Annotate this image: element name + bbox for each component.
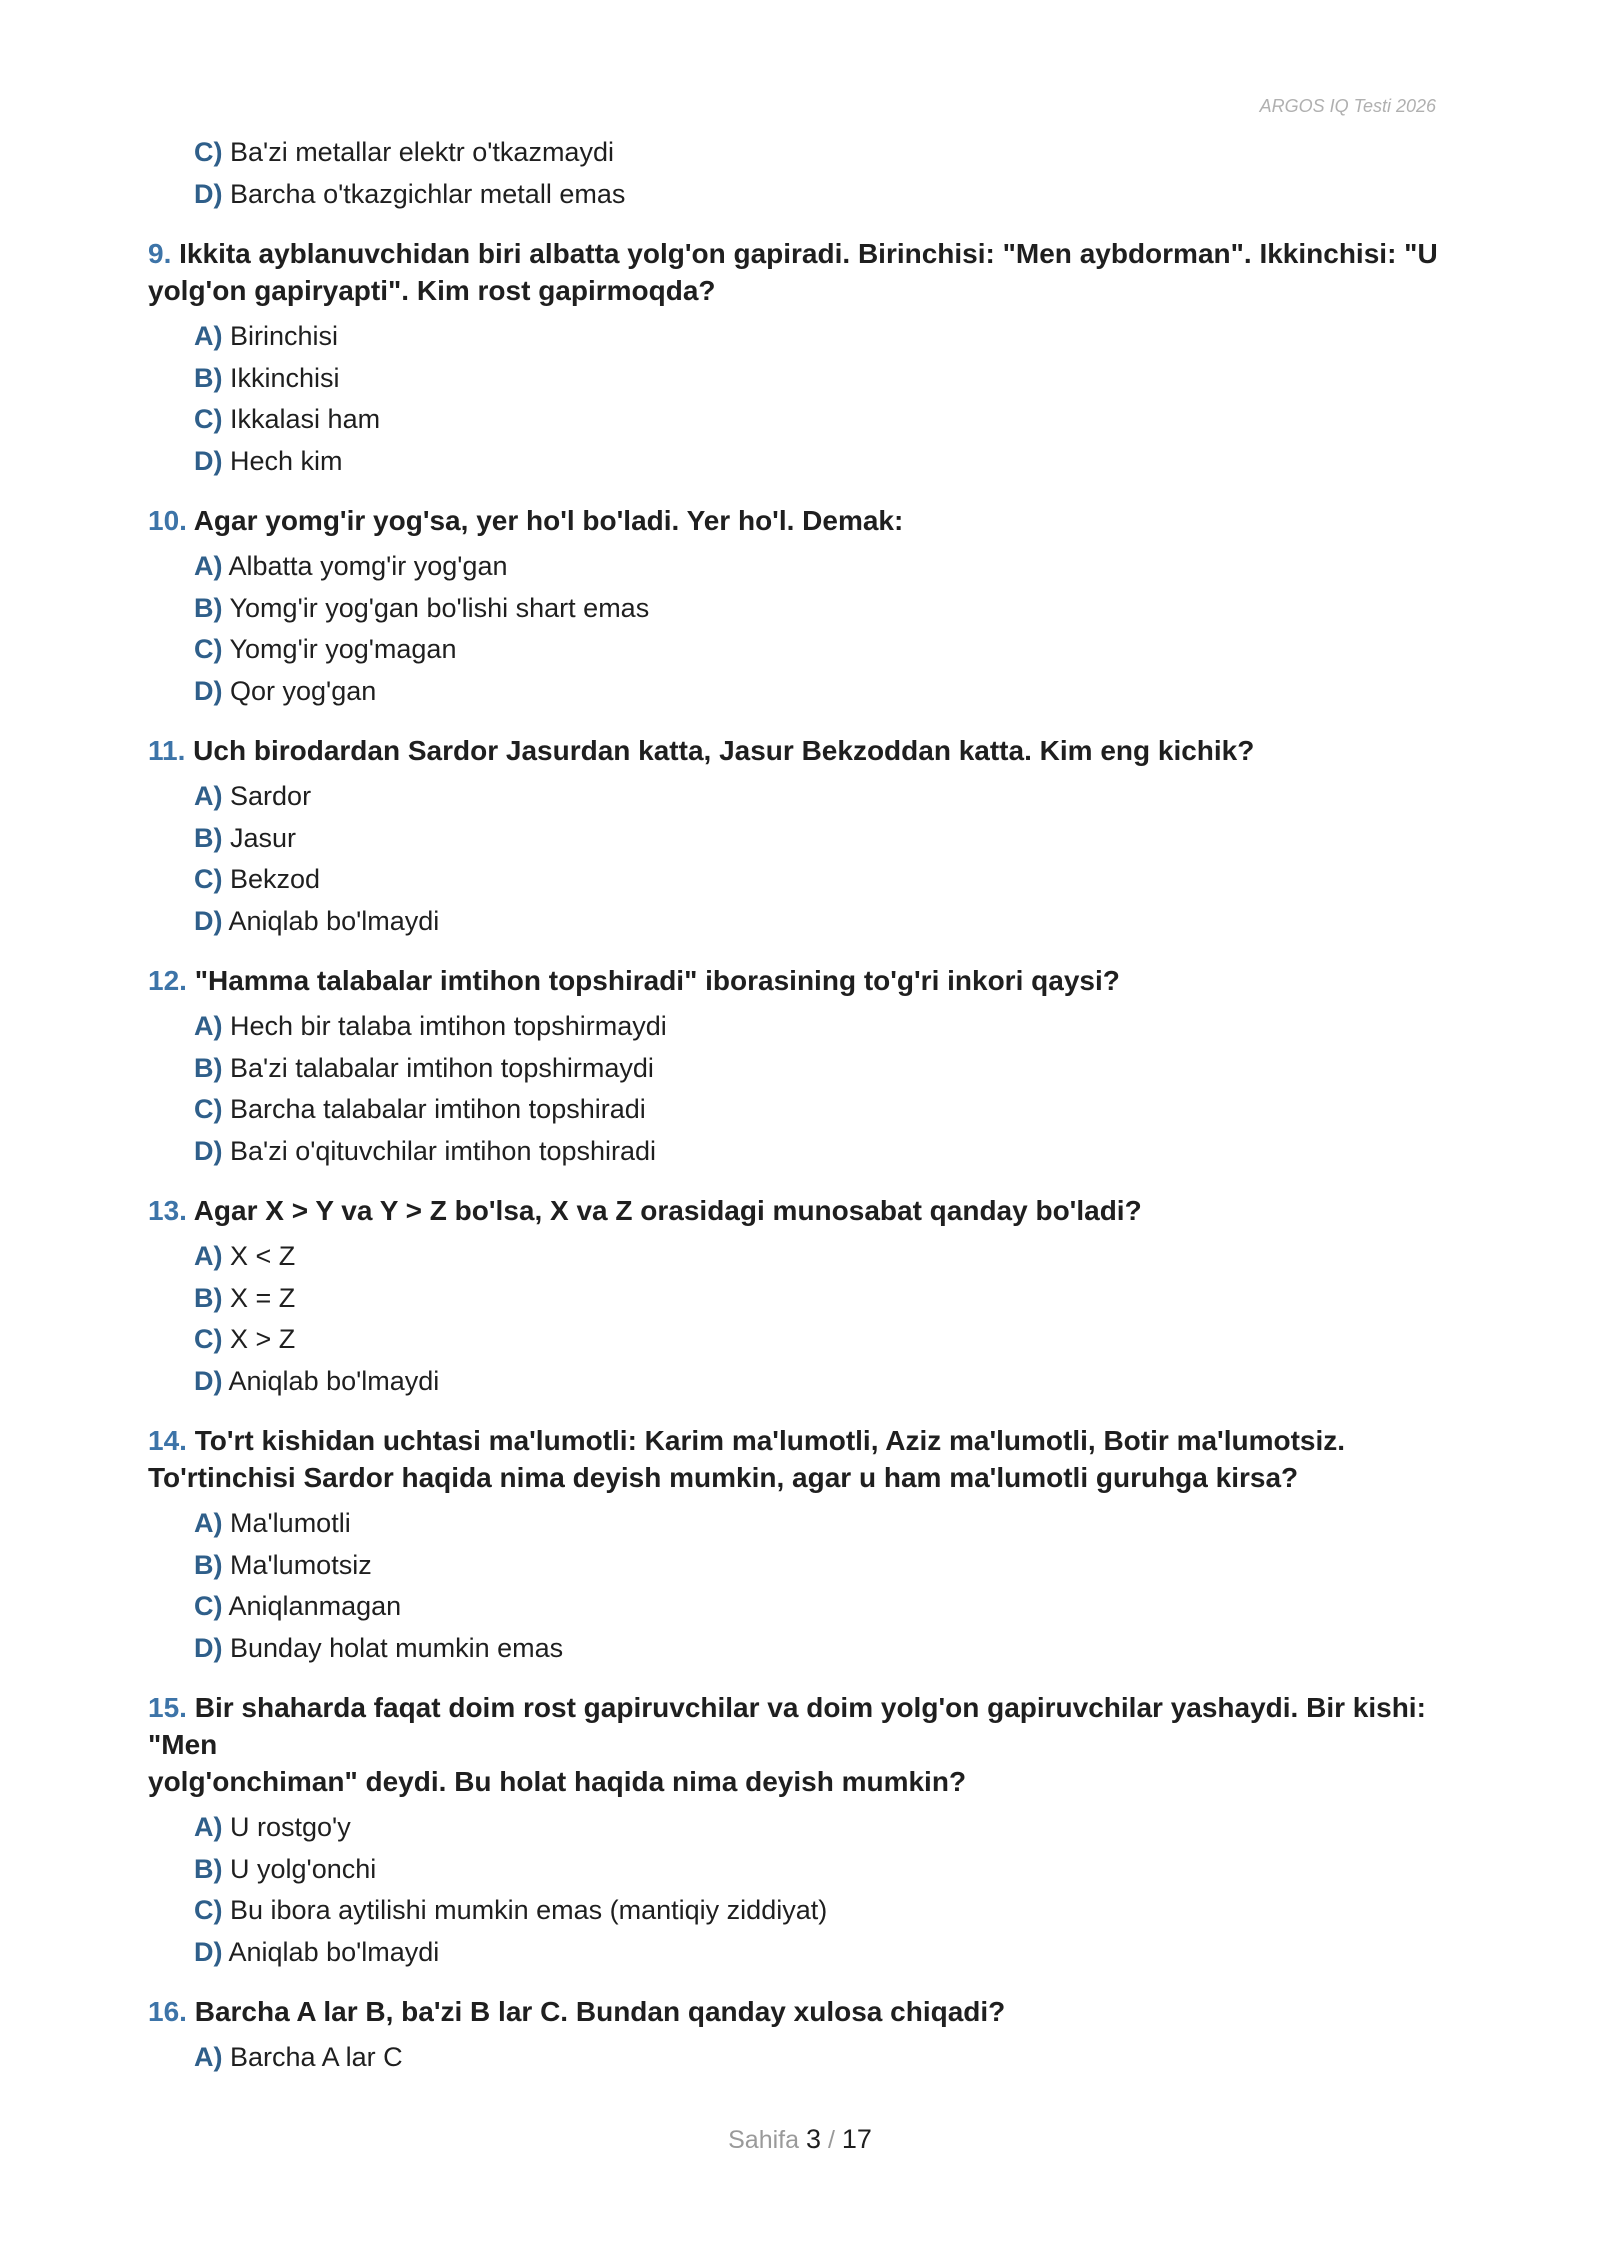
- question-text: [148, 502, 1448, 539]
- answer-option: [194, 671, 1448, 713]
- question-block: [148, 235, 1448, 482]
- question-text: [148, 1689, 1448, 1800]
- answer-option: [194, 588, 1448, 630]
- option-letter: D): [194, 178, 223, 209]
- test-content: [148, 132, 1448, 2087]
- answer-option: [194, 2037, 1448, 2079]
- answer-option: [194, 174, 1448, 216]
- answer-option: [194, 1586, 1448, 1628]
- question-number: 10.: [148, 505, 187, 536]
- option-letter: C): [194, 137, 223, 167]
- question-block: [148, 1689, 1448, 1973]
- carryover-options: [194, 132, 1448, 215]
- option-letter: D): [194, 1936, 223, 1967]
- question-number: 16.: [148, 1996, 187, 2027]
- option-letter: A): [194, 1812, 223, 1842]
- answer-options: [194, 776, 1448, 942]
- question-line-1: "Hamma talabalar imtihon topshiradi" iborasining to'g'ri inkori qaysi?: [194, 965, 1120, 996]
- option-text: X = Z: [230, 1282, 296, 1313]
- current-page-number: 3: [805, 2124, 821, 2154]
- question-number: 12.: [148, 965, 187, 996]
- option-letter: C): [194, 864, 223, 894]
- answer-options: [194, 546, 1448, 712]
- answer-option: [194, 1545, 1448, 1587]
- option-letter: B): [194, 1052, 223, 1083]
- question-number: 15.: [148, 1692, 187, 1723]
- option-text: Bekzod: [230, 864, 321, 894]
- answer-options: [194, 2037, 1448, 2079]
- option-letter: D): [194, 1135, 223, 1166]
- option-text: Ikkalasi ham: [230, 404, 381, 434]
- question-number: 14.: [148, 1425, 187, 1456]
- answer-option: [194, 1807, 1448, 1849]
- question-line-2: yolg'onchiman" deydi. Bu holat haqida nima deyish mumkin?: [148, 1766, 967, 1797]
- question-block: [148, 1422, 1448, 1669]
- answer-option: [194, 776, 1448, 818]
- answer-option: [194, 1628, 1448, 1670]
- option-text: Jasur: [230, 822, 297, 853]
- option-text: Sardor: [230, 781, 312, 811]
- page-separator: /: [827, 2126, 835, 2154]
- answer-options: [194, 1236, 1448, 1402]
- option-letter: A): [194, 321, 223, 351]
- option-text: Hech kim: [230, 445, 343, 476]
- option-text: Ba'zi o'qituvchilar imtihon topshiradi: [230, 1135, 657, 1166]
- answer-option: [194, 1849, 1448, 1891]
- answer-options: [194, 1006, 1448, 1172]
- option-text: Ma'lumotli: [230, 1508, 351, 1538]
- answer-option: [194, 629, 1448, 671]
- question-number: 13.: [148, 1195, 187, 1226]
- answer-option: [194, 132, 1448, 174]
- option-letter: A): [194, 551, 223, 581]
- answer-options: [194, 1503, 1448, 1669]
- answer-option: [194, 1890, 1448, 1932]
- option-letter: C): [194, 634, 223, 664]
- question-text: [148, 1192, 1448, 1229]
- option-letter: B): [194, 362, 223, 393]
- option-letter: C): [194, 1591, 223, 1621]
- option-text: Barcha o'tkazgichlar metall emas: [230, 178, 626, 209]
- question-list: [148, 235, 1448, 2079]
- option-text: Aniqlab bo'lmaydi: [228, 1365, 440, 1396]
- option-text: Ba'zi talabalar imtihon topshirmaydi: [230, 1052, 654, 1083]
- question-line-1: To'rt kishidan uchtasi ma'lumotli: Karim ma'lumotli, Aziz ma'lumotli, Botir ma'lumotsiz.: [194, 1425, 1346, 1456]
- answer-option: [194, 1089, 1448, 1131]
- option-letter: D): [194, 1632, 223, 1663]
- answer-option: [194, 901, 1448, 943]
- option-text: Albatta yomg'ir yog'gan: [228, 551, 508, 581]
- option-text: Hech bir talaba imtihon topshirmaydi: [230, 1011, 667, 1041]
- question-number: 11.: [148, 735, 186, 766]
- answer-options: [194, 1807, 1448, 1973]
- option-text: U rostgo'y: [230, 1812, 351, 1842]
- answer-option: [194, 1932, 1448, 1974]
- option-letter: C): [194, 1895, 223, 1925]
- question-text: [148, 962, 1448, 999]
- total-pages: 17: [841, 2124, 872, 2154]
- answer-option: [194, 1361, 1448, 1403]
- option-letter: C): [194, 1094, 223, 1124]
- option-letter: C): [194, 1324, 223, 1354]
- question-line-1: Ikkita ayblanuvchidan biri albatta yolg'on gapiradi. Birinchisi: "Men aybdorman". Ikkinchisi: "U: [179, 238, 1438, 269]
- answer-option: [194, 546, 1448, 588]
- answer-option: [194, 1278, 1448, 1320]
- option-text: Birinchisi: [230, 321, 339, 351]
- answer-option: [194, 1131, 1448, 1173]
- option-letter: B): [194, 592, 223, 623]
- answer-option: [194, 316, 1448, 358]
- option-letter: D): [194, 905, 223, 936]
- question-block: [148, 1993, 1448, 2079]
- page-header: ARGOS IQ Testi 2026: [1259, 96, 1436, 116]
- option-letter: D): [194, 1365, 223, 1396]
- question-text: [148, 235, 1448, 309]
- answer-option: [194, 859, 1448, 901]
- question-block: [148, 502, 1448, 712]
- question-line-1: Barcha A lar B, ba'zi B lar C. Bundan qanday xulosa chiqadi?: [194, 1996, 1006, 2027]
- option-text: Ikkinchisi: [230, 362, 340, 393]
- answer-option: [194, 1006, 1448, 1048]
- option-text: Bu ibora aytilishi mumkin emas (mantiqiy ziddiyat): [230, 1895, 828, 1925]
- question-text: [148, 1993, 1448, 2030]
- question-number: 9.: [148, 238, 172, 269]
- option-text: Aniqlanmagan: [228, 1591, 402, 1621]
- option-text: Aniqlab bo'lmaydi: [228, 905, 440, 936]
- answer-options: [194, 316, 1448, 482]
- option-text: Ba'zi metallar elektr o'tkazmaydi: [230, 137, 614, 167]
- answer-option: [194, 1048, 1448, 1090]
- question-block: [148, 1192, 1448, 1402]
- option-letter: A): [194, 2042, 223, 2072]
- question-line-1: Uch birodardan Sardor Jasurdan katta, Jasur Bekzoddan katta. Kim eng kichik?: [193, 735, 1255, 766]
- answer-option: [194, 441, 1448, 483]
- option-text: Yomg'ir yog'gan bo'lishi shart emas: [229, 592, 650, 623]
- option-letter: A): [194, 1011, 223, 1041]
- option-text: U yolg'onchi: [230, 1853, 377, 1884]
- question-line-1: Bir shaharda faqat doim rost gapiruvchilar va doim yolg'on gapiruvchilar yashaydi. Bir kishi: "Men: [148, 1692, 1426, 1760]
- option-text: Aniqlab bo'lmaydi: [228, 1936, 440, 1967]
- option-text: X > Z: [230, 1324, 296, 1354]
- option-letter: A): [194, 1241, 223, 1271]
- answer-option: [194, 1236, 1448, 1278]
- question-line-2: To'rtinchisi Sardor haqida nima deyish mumkin, agar u ham ma'lumotli guruhga kirsa?: [148, 1462, 1299, 1493]
- answer-option: [194, 1503, 1448, 1545]
- option-letter: C): [194, 404, 223, 434]
- option-letter: B): [194, 822, 223, 853]
- option-text: Ma'lumotsiz: [230, 1549, 372, 1580]
- answer-option: [194, 1319, 1448, 1361]
- option-letter: D): [194, 675, 223, 706]
- question-block: [148, 962, 1448, 1172]
- answer-option: [194, 358, 1448, 400]
- page-footer: [0, 2124, 1600, 2155]
- option-letter: A): [194, 1508, 223, 1538]
- option-letter: B): [194, 1282, 223, 1313]
- option-letter: B): [194, 1549, 223, 1580]
- page-label: Sahifa: [728, 2126, 799, 2154]
- option-text: Barcha A lar C: [230, 2042, 403, 2072]
- option-letter: B): [194, 1853, 223, 1884]
- option-text: Yomg'ir yog'magan: [229, 634, 457, 664]
- question-text: [148, 732, 1448, 769]
- option-text: Bunday holat mumkin emas: [230, 1632, 564, 1663]
- option-letter: A): [194, 781, 223, 811]
- option-text: X < Z: [230, 1241, 296, 1271]
- answer-option: [194, 399, 1448, 441]
- option-text: Qor yog'gan: [230, 675, 377, 706]
- question-line-1: Agar X > Y va Y > Z bo'lsa, X va Z orasidagi munosabat qanday bo'ladi?: [193, 1195, 1142, 1226]
- question-line-1: Agar yomg'ir yog'sa, yer ho'l bo'ladi. Yer ho'l. Demak:: [193, 505, 904, 536]
- question-block: [148, 732, 1448, 942]
- question-text: [148, 1422, 1448, 1496]
- option-text: Barcha talabalar imtihon topshiradi: [230, 1094, 646, 1124]
- question-line-2: yolg'on gapiryapti". Kim rost gapirmoqda?: [148, 275, 716, 306]
- option-letter: D): [194, 445, 223, 476]
- answer-option: [194, 818, 1448, 860]
